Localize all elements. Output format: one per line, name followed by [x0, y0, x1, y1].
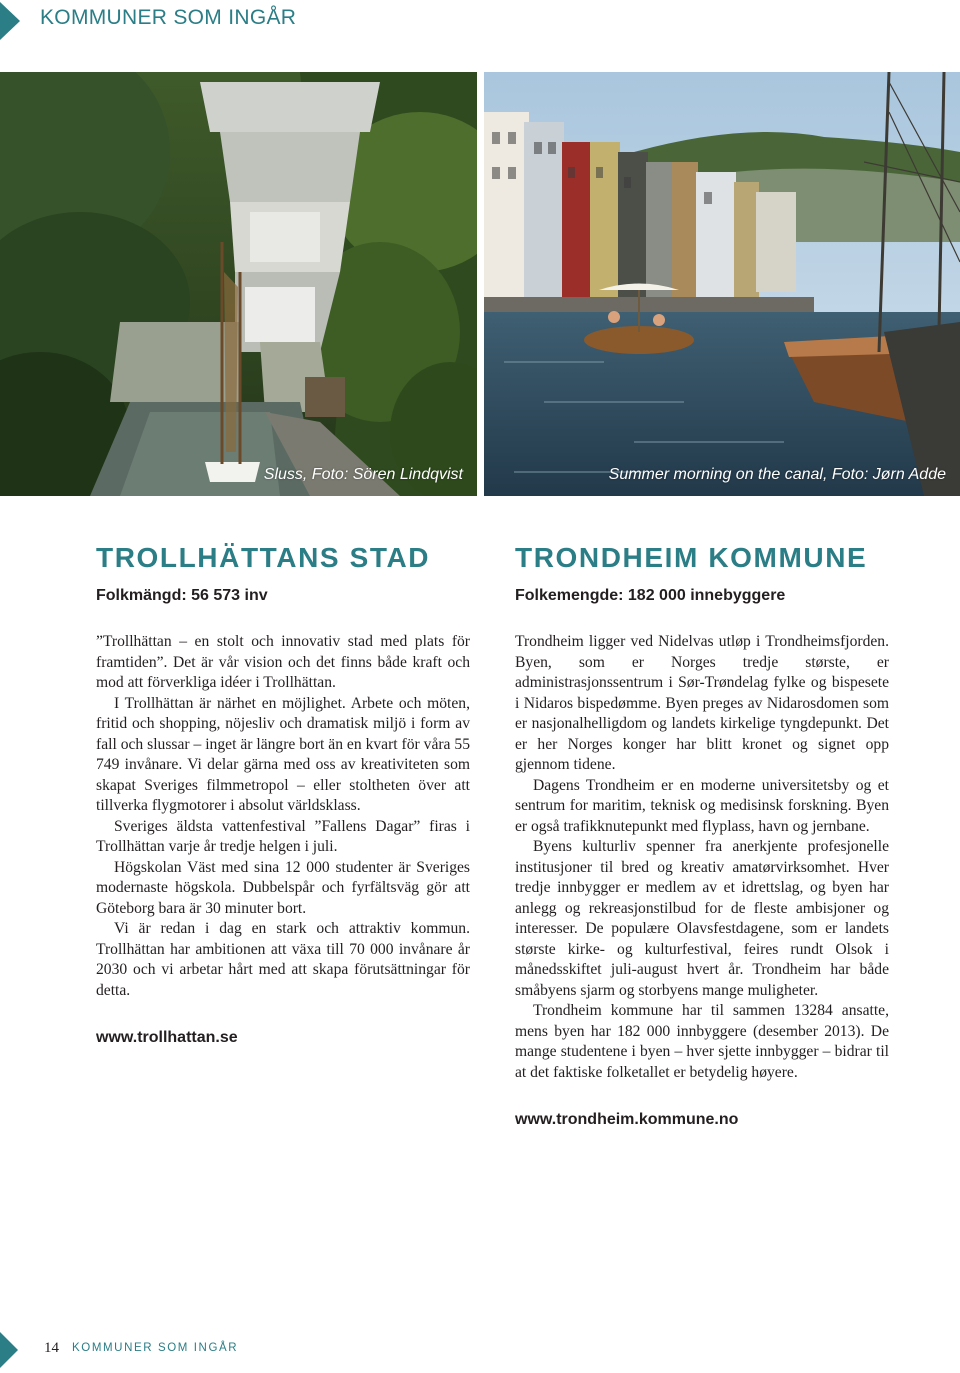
website-link[interactable]: www.trollhattan.se	[96, 1029, 238, 1046]
photo-canal	[484, 72, 960, 496]
page-number: 14	[44, 1340, 59, 1356]
paragraph: Byens kulturliv spenner fra anerkjente profesjonelle institusjoner til bred og kreativ amatørvirksomhet. Hver tredje innbygger er medlem av et idrettslag, og byen har anlegg og rekreasjonstilbud for de fleste ambisjoner og interesser. De populære Olavsfestdagene, som er landets største kirke- og kulturfestival, feires rundt Olsok i månedsskiftet juli-august hvert år. Trondheim har både småbyens sjarm og storbyens mange muligheter.	[515, 838, 889, 999]
column-trondheim	[515, 540, 889, 1129]
photo-locks	[0, 72, 477, 496]
canal-image	[484, 72, 960, 496]
chevron-right-icon	[0, 1332, 18, 1368]
footer-section-label: KOMMUNER SOM INGÅR	[72, 1342, 239, 1354]
section-title: TRONDHEIM KOMMUNE	[515, 542, 868, 573]
section-title: TROLLHÄTTANS STAD	[96, 542, 431, 573]
paragraph: Sveriges äldsta vattenfestival ”Fallens Dagar” firas i Trollhättan varje år tredje helgen i juli.	[96, 817, 470, 855]
chevron-right-icon	[0, 2, 20, 40]
population-line: Folkmängd: 56 573 inv	[96, 587, 268, 604]
photo-caption-locks: Sluss, Foto: Sören Lindqvist	[263, 466, 463, 483]
photo-caption-canal: Summer morning on the canal, Foto: Jørn Adde	[608, 466, 946, 483]
paragraph: Högskolan Väst med sina 12 000 studenter är Sveriges modernaste högskola. Dubbelspår och fyrfältsväg gör att Göteborg bara är 30 minuter bort.	[96, 858, 470, 917]
population-line: Folkemengde: 182 000 innebyggere	[515, 587, 786, 604]
paragraph: Trondheim ligger ved Nidelvas utløp i Trondheimsfjorden. Byen, som er Norges tredje største, er administrasjonssentrum i Sør-Trøndelag fylke og bispesete i Nidaros bispedømme. Byen preges av Nidarosdomen som er nasjonalhelligdom og landets kirkelige tyngdepunkt. Det er her Norges konger har blitt kronet og signet opp gjennom tidene.	[515, 633, 889, 773]
page-header	[0, 0, 960, 42]
body-text	[96, 632, 470, 1001]
paragraph: Trondheim kommune har til sammen 13284 ansatte, mens byen har 182 000 innbyggere (desember 2013). De mange studentene i byen – hver sjette innbygger – bidrar til at det faktiske folketallet er betydelig høyere.	[515, 1002, 889, 1081]
paragraph: Dagens Trondheim er en moderne universitetsby og et sentrum for maritim, teknisk og medisinsk forskning. Byen er også trafikknutepunkt med flyplass, havn og jernbane.	[515, 776, 889, 835]
paragraph: I Trollhättan är närhet en möjlighet. Arbete och möten, fritid och shopping, nöjesliv och dramatisk miljö i form av fall och slussar – inget är längre bort än en kvart för våra 55 749 invånare. Vi delar gärna med oss av kreativiteten som skapat Sveriges filmmetropol – eller stoltheten över att tillverka flygmotorer i absolut världsklass.	[96, 694, 470, 814]
paragraph: ”Trollhättan – en stolt och innovativ stad med plats för framtiden”. Det är vår vision och det finns både kraft och mod att förverkliga idéer i Trollhättan.	[96, 633, 470, 691]
website-link[interactable]: www.trondheim.kommune.no	[515, 1111, 739, 1128]
body-text	[515, 632, 889, 1083]
column-trollhattan	[96, 540, 470, 1047]
header-title: KOMMUNER SOM INGÅR	[40, 6, 297, 29]
paragraph: Vi är redan i dag en stark och attraktiv kommun. Trollhättan har ambitionen att växa till 70 000 invånare år 2030 och vi arbetar hårt med att skapa förutsättningar för detta.	[96, 920, 470, 999]
locks-image	[0, 72, 477, 496]
